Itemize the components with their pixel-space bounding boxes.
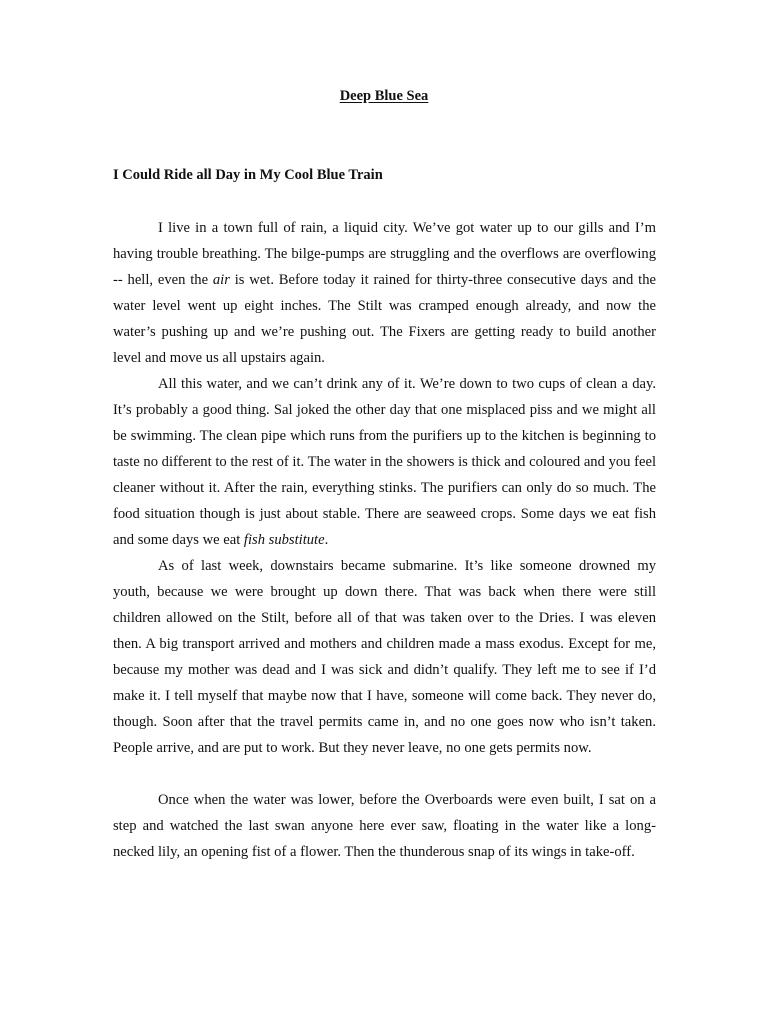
paragraph-4 — [113, 787, 656, 865]
chapter-title: I Could Ride all Day in My Cool Blue Train — [113, 167, 383, 183]
paragraph-2-text-part-1: All this water, and we can’t drink any of it. We’re down to two cups of clean a day. It’s probably a good thing. Sal joked the other day that one misplaced piss and we might all be swimming. The clean pipe which runs from the purifiers up to the kitchen is beginning to taste no different to the rest of it. The water in the showers is thick and coloured and you feel cleaner without it. After the rain, everything stinks. The purifiers can only do so much. The food situation though is just about stable. There are seaweed crops. Some days we eat fish and some days we eat — [113, 376, 656, 548]
paragraph-2-italic-phrase: fish substitute — [243, 532, 325, 548]
paragraph-4-text: Once when the water was lower, before the Overboards were even built, I sat on a step and watched the last swan anyone here ever saw, floating in the water like a long-necked lily, an opening fist of a flower. Then the thunderous snap of its wings in take-off. — [113, 792, 656, 860]
paragraph-2 — [113, 371, 656, 553]
document-title: Deep Blue Sea — [339, 88, 429, 104]
paragraph-1-text-part-1: I live in a town full of rain, a liquid city. We’ve got water up to our gills and I’m having trouble breathing. The bilge-pumps are struggling and the overflows are overflowing -- hell, even the — [113, 220, 656, 288]
paragraph-1-text-part-2: is wet. Before today it rained for thirty-three consecutive days and the water level went up eight inches. The Stilt was cramped enough already, and now the water’s pushing up and we’re pushing out. The Fixers are getting ready to build another level and move us all upstairs again. — [113, 272, 656, 366]
paragraph-2-text-part-2: . — [324, 532, 329, 548]
paragraph-1-italic-word: air — [212, 272, 230, 288]
body-text — [113, 215, 656, 865]
paragraph-3 — [113, 553, 656, 761]
paragraph-3-text: As of last week, downstairs became submarine. It’s like someone drowned my youth, because we were brought up down there. That was back when there were still children allowed on the Stilt, before all of that was taken over to the Dries. I was eleven then. A big transport arrived and mothers and children made a mass exodus. Except for me, because my mother was dead and I was sick and didn’t qualify. They left me to see if I’d make it. I tell myself that maybe now that I have, someone will come back. They never do, though. Soon after that the travel permits came in, and no one goes now who isn’t taken. People arrive, and are put to work. But they never leave, no one gets permits now. — [113, 558, 656, 756]
paragraph-1 — [113, 215, 656, 371]
